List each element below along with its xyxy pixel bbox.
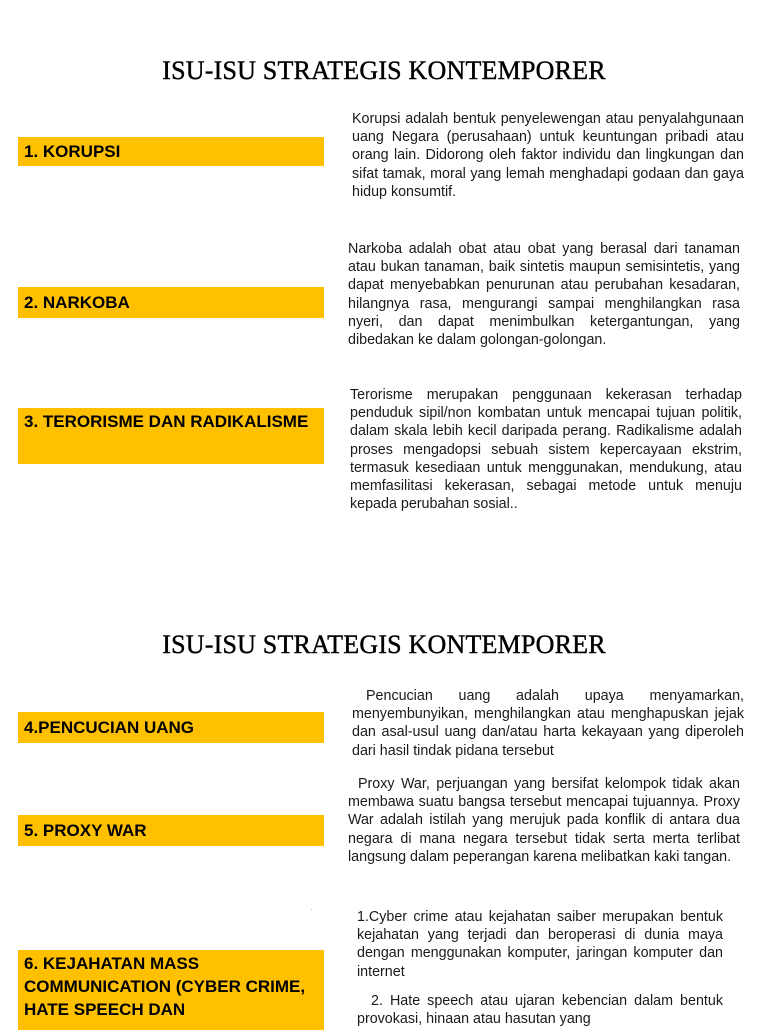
- label-pencucian-uang: 4.PENCUCIAN UANG: [18, 712, 324, 743]
- label-narkoba: 2. NARKOBA: [18, 287, 324, 318]
- label-proxy-war: 5. PROXY WAR: [18, 815, 324, 846]
- desc-proxy-war: Proxy War, perjuangan yang bersifat kelompok tidak akan membawa suatu bangsa tersebut mencapai tujuannya. Proxy War adalah istilah yang merujuk pada konflik di antara dua negara di mana negara tersebut tidak serta merta terlibat langsung dalam peperangan karena melibatkan kaki tangan.: [348, 776, 740, 865]
- desc-cyber-crime: 1.Cyber crime atau kejahatan saiber merupakan bentuk kejahatan yang terjadi dan beroperasi di dunia maya dengan menggunakan komputer, jaringan komputer dan internet: [357, 909, 723, 980]
- desc-hate-speech: 2. Hate speech atau ujaran kebencian dalam bentuk provokasi, hinaan atau hasutan yang: [357, 993, 723, 1028]
- desc-pencucian-uang: Pencucian uang adalah upaya menyamarkan, menyembunyikan, menghilangkan atau menghapuskan jejak dan asal-usul uang dan/atau harta kekayaan yang diperoleh dari hasil tindak pidana tersebut: [352, 688, 744, 759]
- slide2-title: ISU-ISU STRATEGIS KONTEMPORER: [162, 630, 606, 659]
- label-korupsi: 1. KORUPSI: [18, 137, 324, 166]
- desc-terorisme: Terorisme merupakan penggunaan kekerasan terhadap penduduk sipil/non kombatan untuk mencapai tujuan politik, dalam skala lebih kecil daripada perang. Radikalisme adalah proses mengadopsi sebuah sistem kepercayaan ekstrim, termasuk kesediaan untuk menggunakan, mendukung, atau memfasilitasi kekerasan, sebagai metode untuk menuju kepada perubahan sosial..: [350, 387, 742, 513]
- label-kejahatan-mass-communication: 6. KEJAHATAN MASS COMMUNICATION (CYBER CRIME, HATE SPEECH DAN: [18, 950, 324, 1030]
- stray-mark: .: [311, 906, 313, 912]
- desc-korupsi: Korupsi adalah bentuk penyelewengan atau penyalahgunaan uang Negara (perusahaan) untuk keuntungan pribadi atau orang lain. Didorong oleh faktor individu dan lingkungan dan sifat tamak, moral yang lemah menghadapi godaan dan gaya hidup konsumtif.: [352, 111, 744, 200]
- label-terorisme: 3. TERORISME DAN RADIKALISME: [18, 408, 324, 464]
- slide1-title: ISU-ISU STRATEGIS KONTEMPORER: [162, 56, 606, 85]
- desc-narkoba: Narkoba adalah obat atau obat yang berasal dari tanaman atau bukan tanaman, baik sintetis maupun semisintetis, yang dapat menyebabkan penurunan atau perubahan kesadaran, hilangnya rasa, mengurangi sampai menghilangkan rasa nyeri, dan dapat menimbulkan ketergantungan, yang dibedakan ke dalam golongan-golongan.: [348, 241, 740, 349]
